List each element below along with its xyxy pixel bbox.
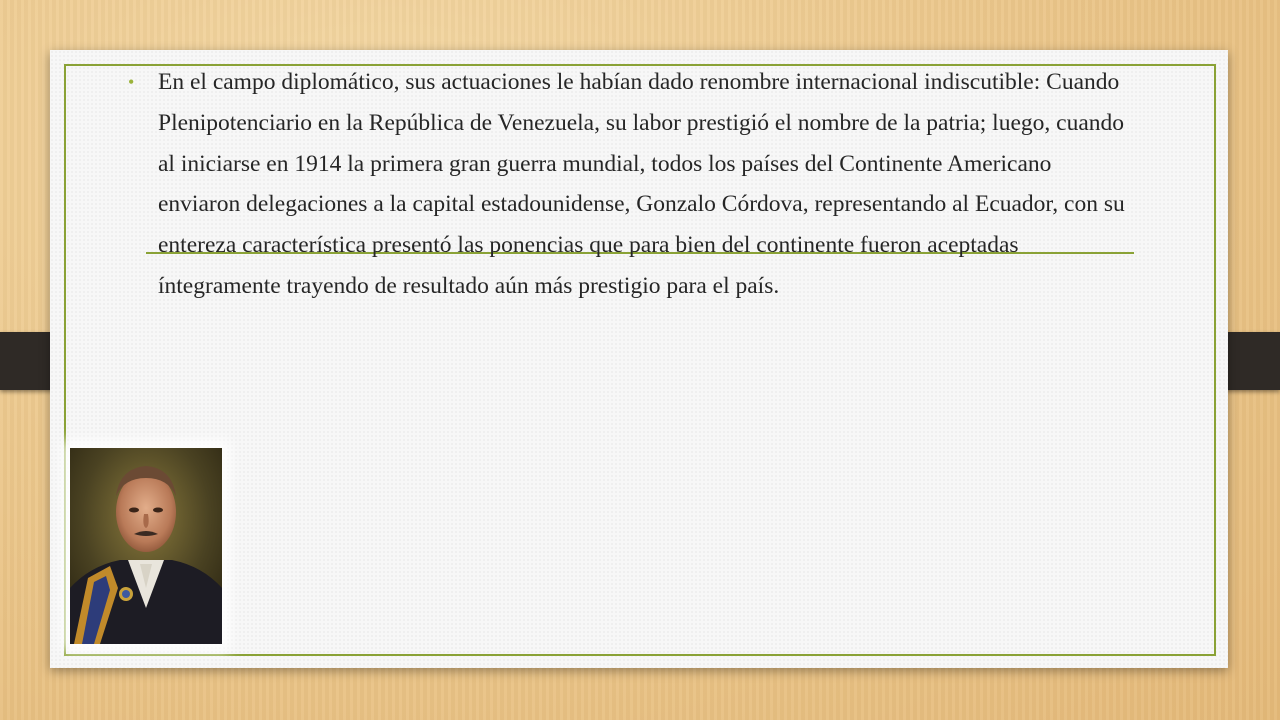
slide-paper [50,50,1228,668]
portrait-image [70,448,222,644]
bullet-marker: • [128,72,135,92]
slide-body [128,62,1138,307]
body-paragraph: En el campo diplomático, sus actuaciones le habían dado renombre internacional indiscutible: Cuando Plenipotenciario en la República de Venezuela, su labor prestigió el nombre de la patria; luego, cuando al iniciarse en 1914 la primera gran guerra mundial, todos los países del Continente Americano enviaron delegaciones a la capital estadounidense, Gonzalo Córdova, representando al Ecuador, con su entereza característica presentó las ponencias que para bien del continente fueron aceptadas íntegramente trayendo de resultado aún más prestigio para el país. [158,69,1125,299]
portrait-illustration [70,448,222,644]
